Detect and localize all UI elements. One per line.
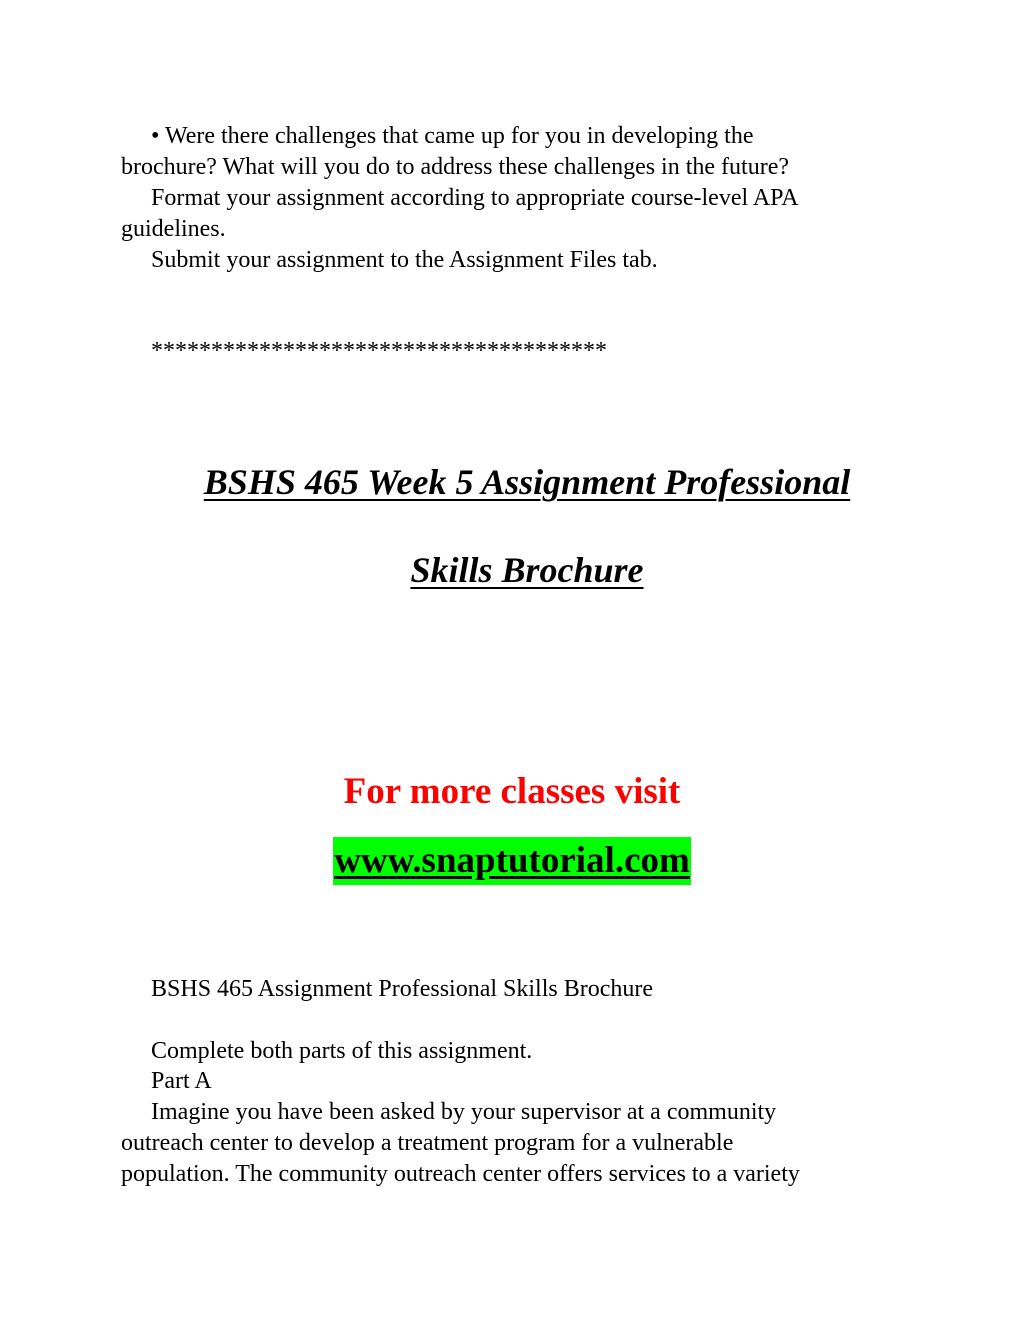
- page-title-line-1: BSHS 465 Week 5 Assignment Professional: [203, 462, 851, 502]
- assignment-subtitle: BSHS 465 Assignment Professional Skills Brochure: [151, 976, 654, 1002]
- website-link[interactable]: www.snaptutorial.com: [333, 837, 691, 885]
- paragraph-line-1: Imagine you have been asked by your supervisor at a community: [151, 1099, 777, 1125]
- part-label: Part A: [151, 1068, 212, 1094]
- paragraph-line-2: outreach center to develop a treatment program for a vulnerable: [121, 1130, 734, 1156]
- question-continuation-line: brochure? What will you do to address these challenges in the future?: [121, 154, 790, 180]
- assignment-instruction: Complete both parts of this assignment.: [151, 1038, 533, 1064]
- format-instruction-line: Format your assignment according to appropriate course-level APA: [151, 185, 799, 211]
- submit-instruction-line: Submit your assignment to the Assignment Files tab.: [151, 247, 658, 273]
- page-title-line-2: Skills Brochure: [410, 550, 644, 590]
- promo-text: For more classes visit: [343, 771, 681, 812]
- asterisk-separator: **************************************: [151, 338, 607, 364]
- bullet-question-line: • Were there challenges that came up for you in developing the: [151, 123, 754, 149]
- format-instruction-continuation: guidelines.: [121, 216, 226, 242]
- paragraph-line-3: population. The community outreach center offers services to a variety: [121, 1161, 800, 1187]
